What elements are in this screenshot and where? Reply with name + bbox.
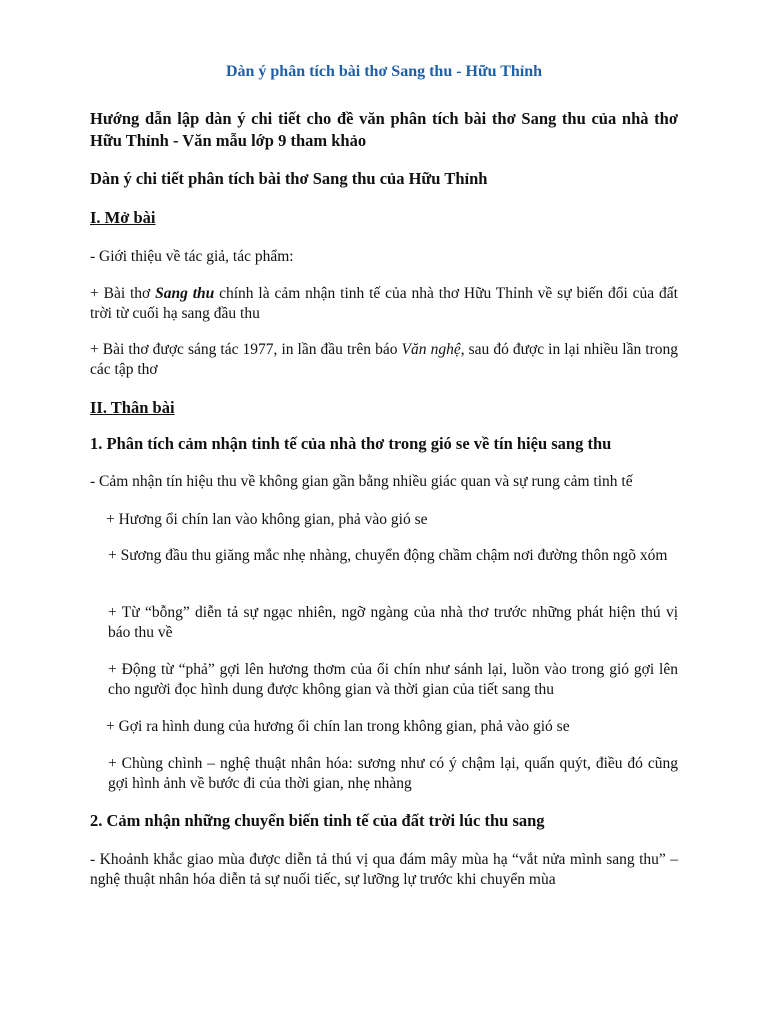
outline-heading: Dàn ý chi tiết phân tích bài thơ Sang thu của Hữu Thỉnh <box>90 169 488 188</box>
sub1-intro: - Cảm nhận tín hiệu thu về không gian gần bằng nhiều giác quan và sự rung cảm tinh tế <box>90 473 633 490</box>
bullet-3: + Từ “bỗng” diễn tả sự ngạc nhiên, ngỡ ngàng của nhà thơ trước những phát hiện thú vị báo thu về <box>108 604 678 641</box>
bullet-4: + Động từ “phả” gợi lên hương thơm của ổi chín như sánh lại, luồn vào trong gió gợi lên cho người đọc hình dung được không gian và thời gian của tiết sang thu <box>108 661 678 698</box>
subheading-2: 2. Cảm nhận những chuyển biến tinh tế của đất trời lúc thu sang <box>90 811 545 830</box>
intro-point-1 <box>90 284 678 324</box>
document-subtitle: Hướng dẫn lập dàn ý chi tiết cho đề văn phân tích bài thơ Sang thu của nhà thơ Hữu Thỉnh - Văn mẫu lớp 9 tham khảo <box>90 109 678 150</box>
subheading-1: 1. Phân tích cảm nhận tinh tế của nhà thơ trong gió se về tín hiệu sang thu <box>90 434 612 453</box>
section-heading-intro: I. Mở bài <box>90 208 156 227</box>
document-title: Dàn ý phân tích bài thơ Sang thu - Hữu Thỉnh <box>225 63 543 80</box>
bullet-1: + Hương ổi chín lan vào không gian, phả vào gió se <box>106 511 428 528</box>
bullet-6: + Chùng chình – nghệ thuật nhân hóa: sương như có ý chậm lại, quấn quýt, điều đó cũng gợi hình ảnh về bước đi của thời gian, nhẹ nhàng <box>108 755 678 792</box>
emphasis-title: Sang thu <box>155 285 215 302</box>
section-heading-body: II. Thân bài <box>90 398 175 417</box>
text-span: + Bài thơ <box>90 285 156 302</box>
intro-line: - Giới thiệu về tác giả, tác phẩm: <box>90 248 294 265</box>
sub2-intro: - Khoảnh khắc giao mùa được diễn tả thú vị qua đám mây mùa hạ “vắt nửa mình sang thu” – nghệ thuật nhân hóa diễn tả sự nuối tiếc, sự lưỡng lự trước khi chuyển mùa <box>90 851 678 888</box>
text-span: + Bài thơ được sáng tác 1977, in lần đầu trên báo <box>90 341 402 358</box>
intro-point-2 <box>90 340 678 380</box>
text-span: , sau đó được in lại nhiều lần trong các tập thơ <box>90 341 678 378</box>
bullet-5: + Gợi ra hình dung của hương ổi chín lan trong không gian, phả vào gió se <box>106 718 570 735</box>
bullet-2: + Sương đầu thu giăng mắc nhẹ nhàng, chuyển động chầm chậm nơi đường thôn ngõ xóm <box>108 547 668 564</box>
emphasis-newspaper: Văn nghệ <box>401 341 461 358</box>
text-span: chính là cảm nhận tinh tế của nhà thơ Hữu Thỉnh về sự biến đổi của đất trời từ cuối hạ sang đầu thu <box>90 285 678 322</box>
